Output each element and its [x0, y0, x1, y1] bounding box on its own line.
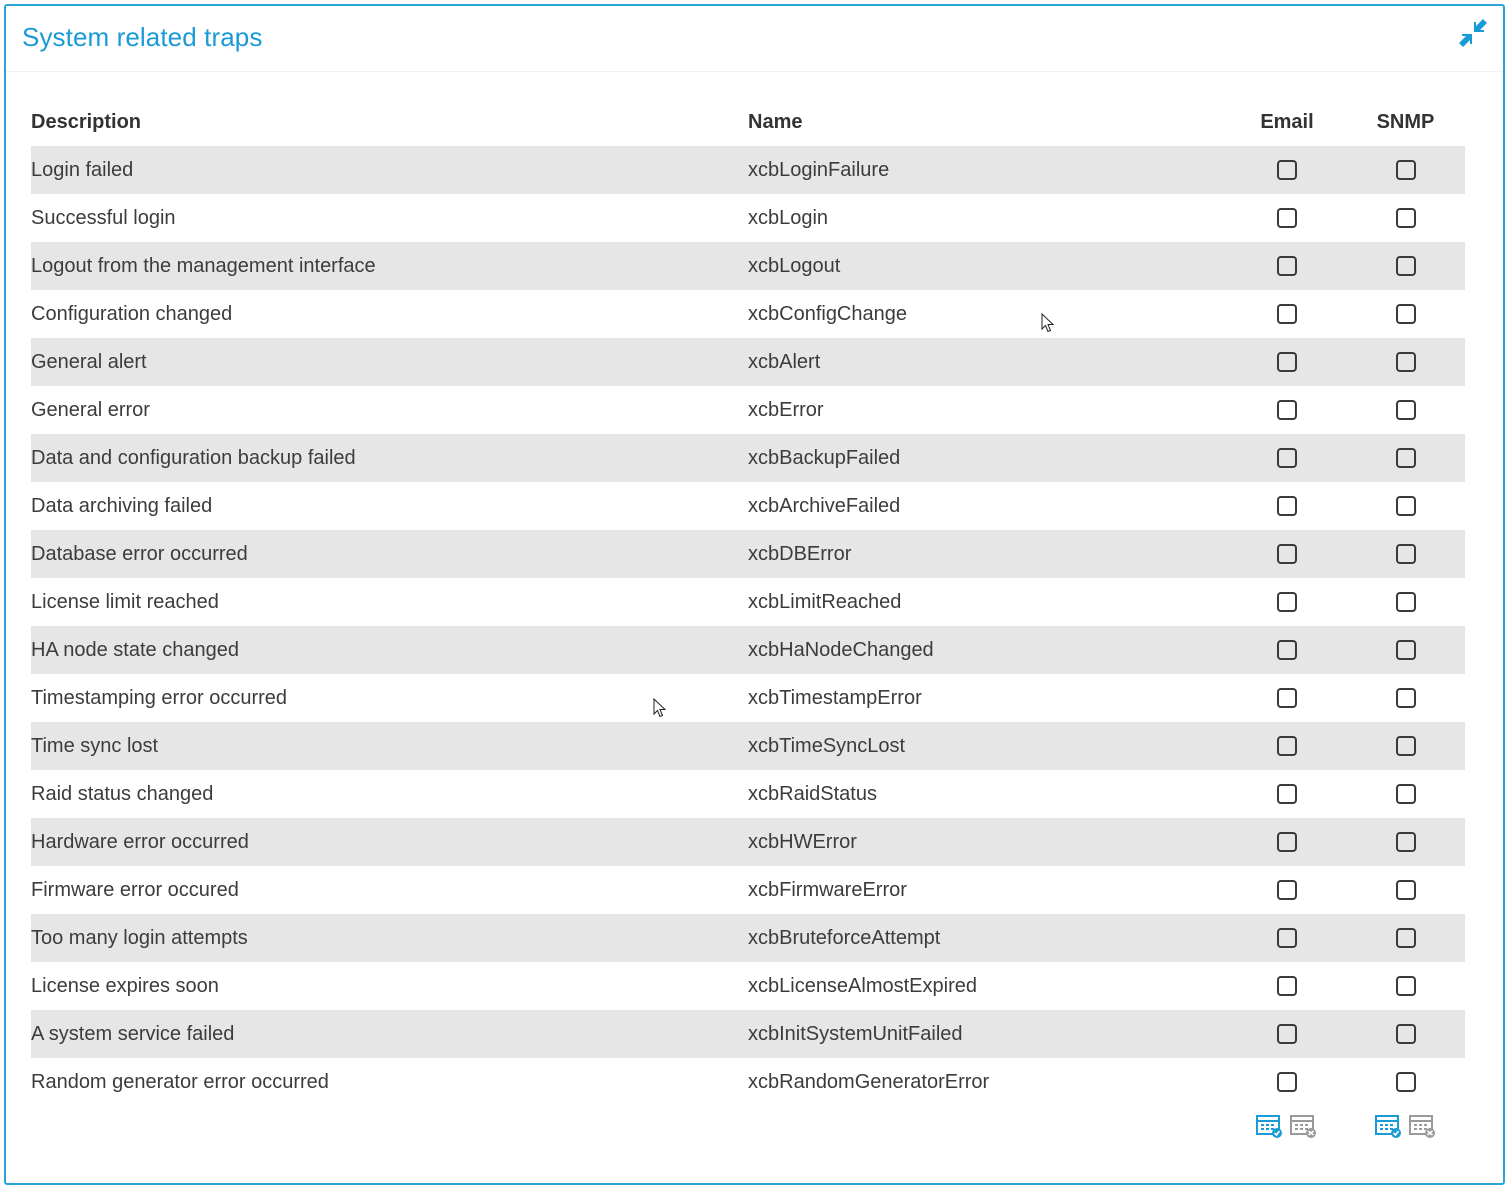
- trap-name: xcbFirmwareError: [748, 878, 907, 901]
- trap-description: Configuration changed: [31, 302, 233, 325]
- trap-description: General error: [31, 398, 150, 421]
- mouse-cursor-icon: [1041, 313, 1055, 333]
- snmp-checkbox[interactable]: [1396, 592, 1416, 612]
- table-row: [31, 530, 1465, 578]
- trap-description: License expires soon: [31, 974, 219, 997]
- snmp-checkbox[interactable]: [1396, 352, 1416, 372]
- snmp-checkbox[interactable]: [1396, 832, 1416, 852]
- email-checkbox[interactable]: [1277, 208, 1297, 228]
- snmp-checkbox[interactable]: [1396, 880, 1416, 900]
- trap-description: HA node state changed: [31, 626, 748, 674]
- email-checkbox[interactable]: [1277, 304, 1297, 324]
- trap-description: A system service failed: [31, 1010, 748, 1058]
- email-checkbox[interactable]: [1277, 160, 1297, 180]
- trap-name: xcbRandomGeneratorError: [748, 1070, 990, 1093]
- trap-description: Firmware error occured: [31, 878, 239, 901]
- snmp-checkbox[interactable]: [1396, 496, 1416, 516]
- snmp-checkbox[interactable]: [1396, 160, 1416, 180]
- table-row: [31, 482, 1465, 530]
- table-row: [31, 866, 1465, 914]
- traps-table: [31, 98, 1465, 1154]
- table-row: [31, 338, 1465, 386]
- email-checkbox[interactable]: [1277, 784, 1297, 804]
- snmp-checkbox[interactable]: [1396, 784, 1416, 804]
- table-row: [31, 962, 1465, 1010]
- header-name: Name: [748, 110, 803, 133]
- email-checkbox[interactable]: [1277, 352, 1297, 372]
- snmp-checkbox[interactable]: [1396, 928, 1416, 948]
- snmp-checkbox[interactable]: [1396, 976, 1416, 996]
- trap-name: xcbArchiveFailed: [748, 494, 901, 517]
- email-checkbox[interactable]: [1277, 736, 1297, 756]
- trap-description: Data archiving failed: [31, 494, 213, 517]
- mouse-cursor-icon: [653, 698, 667, 718]
- table-row: [31, 146, 1465, 194]
- snmp-checkbox[interactable]: [1396, 304, 1416, 324]
- trap-description: Time sync lost: [31, 722, 748, 770]
- email-checkbox[interactable]: [1277, 640, 1297, 660]
- email-checkbox[interactable]: [1277, 976, 1297, 996]
- trap-description: Logout from the management interface: [31, 242, 748, 290]
- panel-title: System related traps: [22, 22, 263, 52]
- trap-name: xcbLogin: [748, 206, 829, 229]
- trap-description: Database error occurred: [31, 530, 748, 578]
- snmp-checkbox[interactable]: [1396, 400, 1416, 420]
- trap-description: Random generator error occurred: [31, 1070, 329, 1093]
- snmp-checkbox[interactable]: [1396, 736, 1416, 756]
- header-snmp: SNMP: [1376, 110, 1435, 133]
- bulk-action-row: [31, 1106, 1465, 1154]
- table-row: [31, 674, 1465, 722]
- trap-description: Too many login attempts: [31, 914, 748, 962]
- table-row: [31, 242, 1465, 290]
- trap-name: xcbRaidStatus: [748, 782, 877, 805]
- trap-name: xcbLicenseAlmostExpired: [748, 974, 977, 997]
- table-row: [31, 194, 1465, 242]
- trap-name: xcbHWError: [748, 818, 1228, 866]
- table-row: [31, 1058, 1465, 1106]
- trap-name: xcbLimitReached: [748, 590, 902, 613]
- header-description: Description: [31, 110, 142, 133]
- trap-name: xcbLogout: [748, 242, 1228, 290]
- table-row: [31, 626, 1465, 674]
- traps-table-body: [31, 146, 1465, 1106]
- email-checkbox[interactable]: [1277, 496, 1297, 516]
- email-checkbox[interactable]: [1277, 1072, 1297, 1092]
- snmp-deselect-all-icon[interactable]: [1409, 1115, 1437, 1139]
- snmp-checkbox[interactable]: [1396, 688, 1416, 708]
- trap-name: xcbAlert: [748, 338, 1228, 386]
- trap-description: License limit reached: [31, 590, 219, 613]
- table-row: [31, 578, 1465, 626]
- snmp-checkbox[interactable]: [1396, 640, 1416, 660]
- email-select-all-icon[interactable]: [1256, 1115, 1284, 1139]
- email-checkbox[interactable]: [1277, 448, 1297, 468]
- snmp-checkbox[interactable]: [1396, 256, 1416, 276]
- table-row: [31, 434, 1465, 482]
- table-header-row: [31, 98, 1465, 146]
- trap-name: xcbConfigChange: [748, 302, 907, 325]
- snmp-checkbox[interactable]: [1396, 1024, 1416, 1044]
- trap-name: xcbInitSystemUnitFailed: [748, 1010, 1228, 1058]
- email-checkbox[interactable]: [1277, 928, 1297, 948]
- trap-name: xcbBackupFailed: [748, 434, 1228, 482]
- trap-description: Data and configuration backup failed: [31, 434, 748, 482]
- trap-description: Successful login: [31, 206, 176, 229]
- trap-description: Hardware error occurred: [31, 818, 748, 866]
- email-checkbox[interactable]: [1277, 1024, 1297, 1044]
- table-row: [31, 818, 1465, 866]
- snmp-checkbox[interactable]: [1396, 1072, 1416, 1092]
- trap-name: xcbDBError: [748, 530, 1228, 578]
- trap-name: xcbHaNodeChanged: [748, 626, 1228, 674]
- email-checkbox[interactable]: [1277, 544, 1297, 564]
- table-row: [31, 1010, 1465, 1058]
- email-checkbox[interactable]: [1277, 400, 1297, 420]
- trap-description: Login failed: [31, 146, 748, 194]
- trap-name: xcbTimeSyncLost: [748, 722, 1228, 770]
- email-checkbox[interactable]: [1277, 832, 1297, 852]
- table-row: [31, 386, 1465, 434]
- table-row: [31, 914, 1465, 962]
- snmp-checkbox[interactable]: [1396, 448, 1416, 468]
- email-checkbox[interactable]: [1277, 688, 1297, 708]
- trap-description: Raid status changed: [31, 782, 214, 805]
- snmp-checkbox[interactable]: [1396, 544, 1416, 564]
- email-checkbox[interactable]: [1277, 880, 1297, 900]
- snmp-checkbox[interactable]: [1396, 208, 1416, 228]
- trap-name: xcbError: [748, 398, 824, 421]
- email-checkbox[interactable]: [1277, 256, 1297, 276]
- panel-header: [6, 6, 1503, 72]
- trap-description: Timestamping error occurred: [31, 686, 288, 709]
- table-row: [31, 770, 1465, 818]
- trap-name: xcbBruteforceAttempt: [748, 914, 1228, 962]
- collapse-arrows-icon[interactable]: [1459, 19, 1487, 47]
- trap-name: xcbTimestampError: [748, 686, 922, 709]
- header-email: Email: [1260, 110, 1314, 133]
- email-deselect-all-icon[interactable]: [1290, 1115, 1318, 1139]
- table-row: [31, 290, 1465, 338]
- email-checkbox[interactable]: [1277, 592, 1297, 612]
- table-row: [31, 722, 1465, 770]
- trap-name: xcbLoginFailure: [748, 146, 1228, 194]
- snmp-select-all-icon[interactable]: [1375, 1115, 1403, 1139]
- trap-description: General alert: [31, 338, 748, 386]
